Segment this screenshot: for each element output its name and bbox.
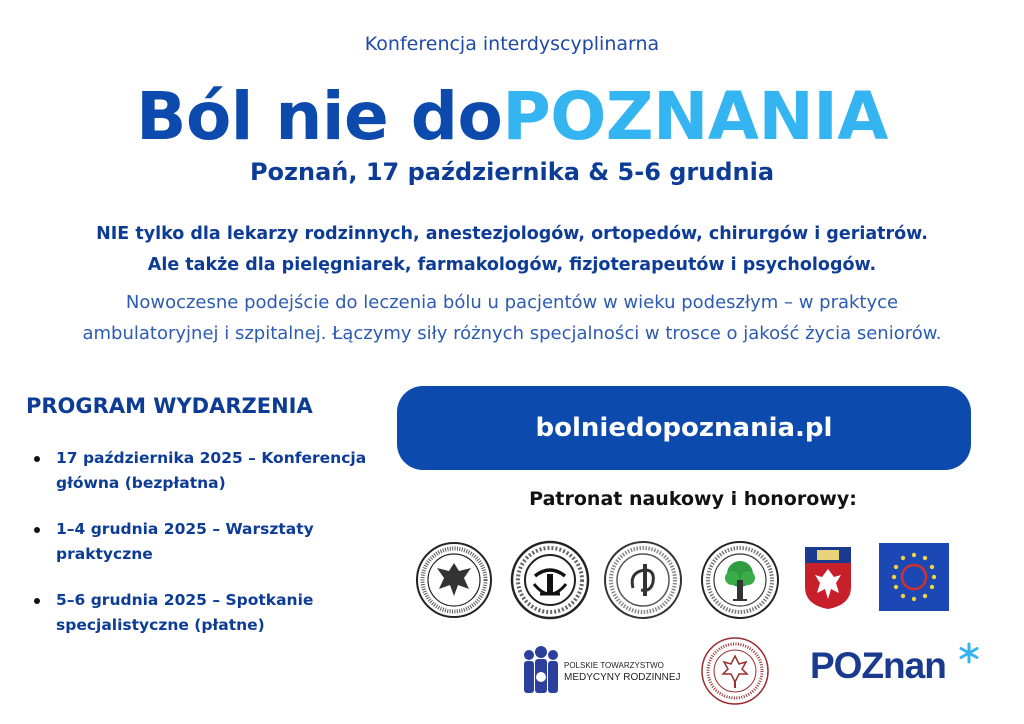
conference-dates: Poznań, 17 października & 5-6 grudnia xyxy=(249,158,775,186)
european-society-icon xyxy=(879,543,949,611)
patronage-heading: Patronat naukowy i honorowy: xyxy=(529,488,857,510)
ptmr-line-2: MEDYCYNY RODZINNEJ xyxy=(564,672,681,683)
audience-line-2: Ale także dla pielęgniarek, farmakologów, fizjoterapeutów i psychologów. xyxy=(147,255,877,275)
conference-subtitle: Konferencja interdyscyplinarna xyxy=(364,33,660,55)
program-item: 5–6 grudnia 2025 – Spotkanie specjalistyczne (płatne) xyxy=(34,588,384,638)
poznan-text: POZnan xyxy=(810,645,946,686)
program-heading: PROGRAM WYDARZENIA xyxy=(26,394,313,418)
family-medicine-society-icon xyxy=(520,645,681,695)
university-crest-icon xyxy=(803,545,853,611)
program-item: 17 października 2025 – Konferencja główna (bezpłatna) xyxy=(34,446,384,496)
program-list xyxy=(34,446,384,659)
website-link-button[interactable]: bolniedopoznania.pl xyxy=(397,386,971,470)
description-line-1: Nowoczesne podejście do leczenia bólu u pacjentów w wieku podeszłym – w praktyce xyxy=(125,292,899,313)
anesthesiology-society-icon xyxy=(603,540,683,620)
asterisk-icon xyxy=(958,642,980,664)
ptmr-line-1: POLSKIE TOWARZYSTWO xyxy=(564,661,664,670)
orthopedic-society-icon xyxy=(700,540,780,620)
audience-line-1: NIE tylko dla lekarzy rodzinnych, anestezjologów, ortopedów, chirurgów i geriatrów. xyxy=(96,224,928,244)
title-part-2: POZNANIA xyxy=(502,78,888,155)
title-part-1: Ból nie do xyxy=(136,78,503,155)
description-line-2: ambulatoryjnej i szpitalnej. Łączymy siły różnych specjalności w trosce o jakość życia seniorów. xyxy=(82,323,942,344)
poznan-city-logo xyxy=(810,645,985,695)
program-item: 1–4 grudnia 2025 – Warsztaty praktyczne xyxy=(34,517,384,567)
pain-society-icon xyxy=(700,636,770,706)
conference-title xyxy=(0,78,1024,155)
gerontology-society-icon xyxy=(510,540,590,620)
university-seal-icon xyxy=(415,541,493,619)
